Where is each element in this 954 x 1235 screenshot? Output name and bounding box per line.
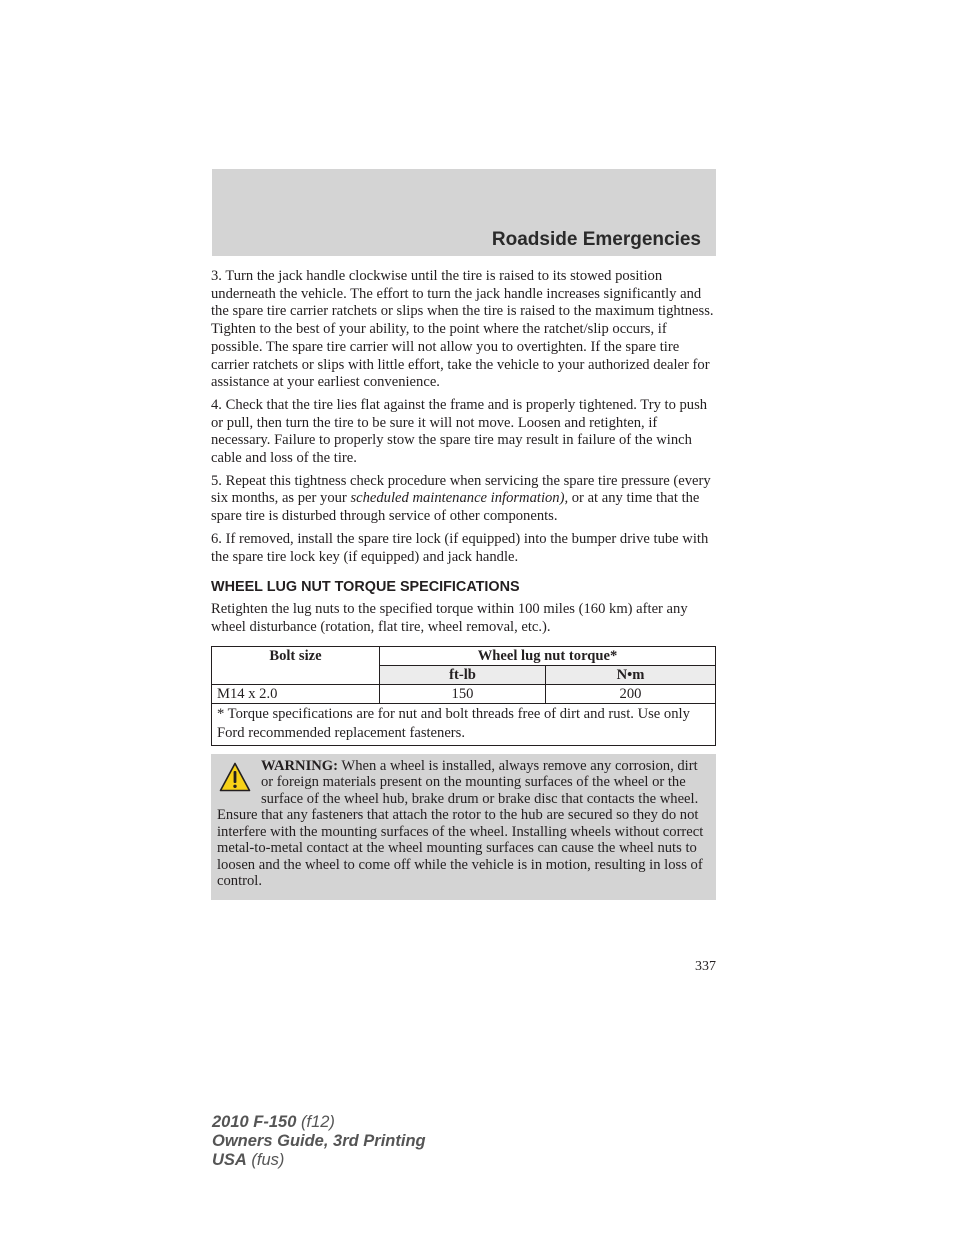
newton-meter-header: N•m	[546, 665, 716, 684]
bolt-size-cell: M14 x 2.0	[212, 684, 380, 703]
table-row	[212, 684, 716, 703]
torque-spec-table	[211, 646, 716, 746]
warning-text: When a wheel is installed, always remove any corrosion, dirt or foreign materials present on the mounting surfaces of the wheel or the surface of the wheel hub, brake drum or brake disc that contacts the wheel. Ensure that any fasteners that attach the rotor to the hub are secured so they do not interfere with the mounting surfaces of the wheel. Installing wheels without correct metal-to-metal contact at the wheel mounting surfaces can cause the wheel nuts to loosen and the wheel to come off while the vehicle is in motion, resulting in loss of control.	[217, 757, 704, 890]
page-number: 337	[695, 959, 716, 974]
scheduled-maintenance-reference: scheduled maintenance information),	[350, 490, 569, 507]
warning-label: WARNING:	[261, 757, 339, 774]
page-content	[211, 268, 717, 900]
footer-guide: Owners Guide, 3rd Printing	[212, 1132, 426, 1150]
footer-region-code: (fus)	[246, 1151, 285, 1169]
section-header-band	[212, 169, 716, 256]
footer-model-line	[212, 1113, 426, 1132]
step-6-paragraph: 6. If removed, install the spare tire lock (if equipped) into the bumper drive tube with the spare tire lock key (if equipped) and jack handle.	[211, 530, 709, 565]
step-4-paragraph: 4. Check that the tire lies flat against the frame and is properly tightened. Try to push or pull, then turn the tire to be sure it will not move. Loosen and retighten, if necessary. Failure to properly stow the spare tire may result in failure of the winch cable and loss of the tire.	[211, 396, 708, 467]
newton-meter-cell: 200	[546, 684, 716, 703]
warning-box	[211, 754, 716, 900]
step-5-text-end: or at any time that the spare tire is disturbed through service of other components.	[211, 490, 700, 525]
table-footnote-row	[212, 703, 716, 745]
ft-lb-cell: 150	[380, 684, 546, 703]
torque-intro-paragraph: Retighten the lug nuts to the specified torque within 100 miles (160 km) after any wheel disturbance (rotation, flat tire, wheel removal, etc.).	[211, 601, 688, 635]
step-5-text-start: 5. Repeat this tightness check procedure when servicing the spare tire pressure (every six months, as per your	[211, 472, 711, 507]
warning-triangle-icon	[219, 762, 251, 792]
torque-header: Wheel lug nut torque*	[380, 646, 716, 665]
table-header-row	[212, 646, 716, 665]
ft-lb-header: ft-lb	[380, 665, 546, 684]
step-3-paragraph: 3. Turn the jack handle clockwise until the tire is raised to its stowed position underneath the vehicle. The effort to turn the jack handle increases significantly and the spare tire carrier ratchets or slips when the tire is raised to the maximum tightness. Tighten to the best of your ability, to the point where the ratchet/slip occurs, if possible. The spare tire carrier will not allow you to overtighten. If the spare tire carrier ratchets or slips with little effort, take the vehicle to your authorized dealer for assistance at your earliest convenience.	[211, 268, 714, 391]
footer-model-code: (f12)	[296, 1113, 335, 1131]
footer-guide-line	[212, 1132, 426, 1151]
footer-region-line	[212, 1151, 426, 1170]
bolt-size-header: Bolt size	[212, 646, 380, 684]
section-title: Roadside Emergencies	[491, 229, 701, 250]
torque-section-heading: WHEEL LUG NUT TORQUE SPECIFICATIONS	[211, 579, 520, 596]
document-footer	[212, 1113, 426, 1170]
step-5-paragraph	[211, 473, 717, 526]
table-footnote: * Torque specifications are for nut and bolt threads free of dirt and rust. Use only Ford recommended replacement fasteners.	[212, 703, 716, 745]
footer-model: 2010 F-150	[212, 1113, 297, 1131]
footer-region: USA	[212, 1151, 247, 1169]
